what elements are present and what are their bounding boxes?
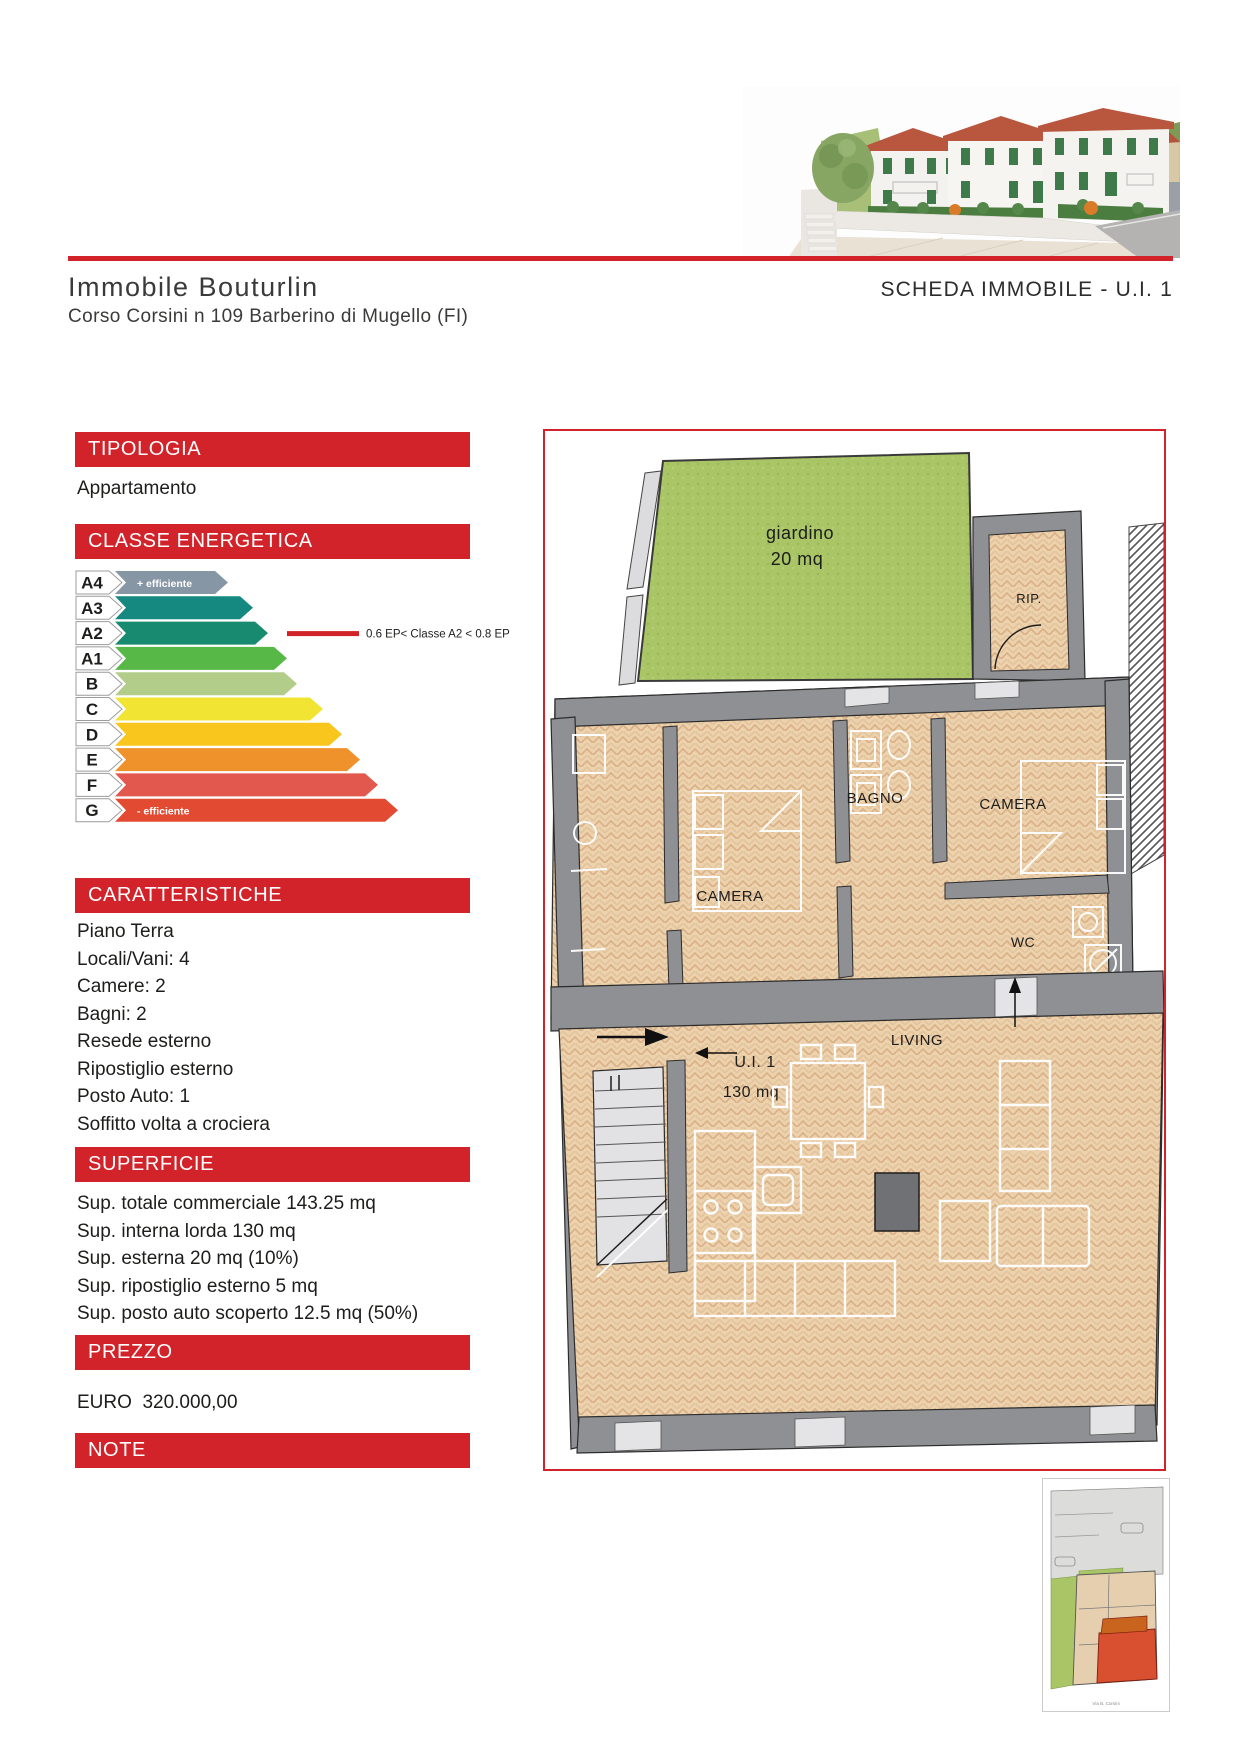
siteplan-caption: Via B. Corsini — [1092, 1701, 1120, 1706]
unit-size-label: 130 mq — [722, 1084, 780, 1101]
floorplan-panel — [543, 429, 1166, 1471]
property-photo — [743, 86, 1180, 258]
section-bar-classe-energetica: CLASSE ENERGETICA — [75, 524, 470, 559]
section-bar-superficie: SUPERFICIE — [75, 1147, 470, 1182]
tipologia-value: Appartamento — [77, 478, 197, 499]
unit-id-label: U.I. 1 — [734, 1054, 776, 1071]
bathroom-label: BAGNO — [846, 790, 904, 807]
section-bar-tipologia: TIPOLOGIA — [75, 432, 470, 467]
caratteristiche-item: Camere: 2 — [77, 976, 166, 997]
svg-text:+ efficiente: + efficiente — [137, 578, 193, 590]
energy-class-row-b — [76, 672, 297, 695]
superficie-item: Sup. posto auto scoperto 12.5 mq (50%) — [77, 1303, 419, 1324]
svg-text:F: F — [86, 775, 98, 795]
superficie-item: Sup. interna lorda 130 mq — [77, 1220, 296, 1242]
caratteristiche-item: Ripostiglio esterno — [77, 1058, 234, 1080]
energy-class-row-a2 — [76, 622, 268, 645]
wc-label: WC — [1010, 934, 1036, 950]
pillar — [875, 1173, 919, 1231]
svg-text:A3: A3 — [81, 598, 103, 618]
caratteristiche-item: Posto Auto: 1 — [77, 1086, 191, 1107]
page-address: Corso Corsini n 109 Barberino di Mugello (FI) — [68, 306, 469, 327]
caratteristiche-list — [77, 918, 270, 1138]
svg-text:A1: A1 — [81, 649, 103, 669]
garden-size-label: 20 mq — [770, 549, 824, 569]
prezzo-value: EURO 320.000,00 — [77, 1392, 238, 1413]
svg-text:A4: A4 — [81, 573, 103, 593]
siteplan-drawing — [1043, 1479, 1169, 1711]
energy-class-chart — [75, 570, 545, 826]
garden-label: giardino — [765, 523, 835, 543]
caratteristiche-item: Locali/Vani: 4 — [77, 948, 190, 970]
energy-class-row-d — [76, 723, 342, 746]
energy-class-row-a4 — [76, 571, 228, 594]
bedroom-right-label: CAMERA — [979, 796, 1047, 813]
svg-text:B: B — [85, 674, 99, 694]
energy-class-row-c — [76, 698, 323, 721]
caratteristiche-item: Bagni: 2 — [77, 1003, 147, 1025]
caratteristiche-item: Piano Terra — [77, 921, 174, 942]
section-bar-caratteristiche: CARATTERISTICHE — [75, 878, 470, 913]
highlighted-unit — [1097, 1629, 1157, 1683]
svg-text:A2: A2 — [81, 624, 103, 644]
svg-text:- efficiente: - efficiente — [137, 805, 190, 818]
selected-class-annotation: 0.6 EP< Classe A2 < 0.8 EP — [366, 628, 510, 641]
caratteristiche-item: Resede esterno — [77, 1031, 212, 1052]
floorplan-drawing — [545, 431, 1164, 1469]
sheet-title: SCHEDA IMMOBILE - U.I. 1 — [880, 278, 1173, 301]
svg-text:D: D — [85, 725, 99, 745]
section-bar-note: NOTE — [75, 1433, 470, 1468]
header-divider — [68, 256, 1173, 261]
svg-text:E: E — [86, 750, 98, 770]
superficie-item: Sup. esterna 20 mq (10%) — [77, 1248, 299, 1269]
page-title: Immobile Bouturlin — [68, 272, 319, 302]
energy-class-row-a1 — [76, 647, 287, 670]
caratteristiche-item: Soffitto volta a crociera — [77, 1113, 270, 1135]
energy-class-row-g — [76, 799, 398, 822]
superficie-item: Sup. totale commerciale 143.25 mq — [77, 1193, 376, 1214]
svg-text:G: G — [85, 801, 99, 821]
superficie-list — [77, 1190, 418, 1328]
section-bar-prezzo: PREZZO — [75, 1335, 470, 1370]
living-label: LIVING — [890, 1032, 944, 1049]
svg-text:C: C — [85, 700, 99, 719]
storage-label: RIP. — [1016, 591, 1042, 606]
siteplan-thumbnail — [1042, 1478, 1170, 1712]
bedroom-left-label: CAMERA — [696, 888, 764, 905]
neighbour-hatch — [1129, 523, 1164, 875]
energy-class-row-f — [76, 773, 378, 796]
energy-class-row-e — [76, 748, 360, 771]
staircase — [593, 1067, 667, 1265]
superficie-item: Sup. ripostiglio esterno 5 mq — [77, 1275, 318, 1297]
energy-class-row-a3 — [76, 596, 253, 619]
selected-class-indicator-line — [287, 631, 359, 636]
